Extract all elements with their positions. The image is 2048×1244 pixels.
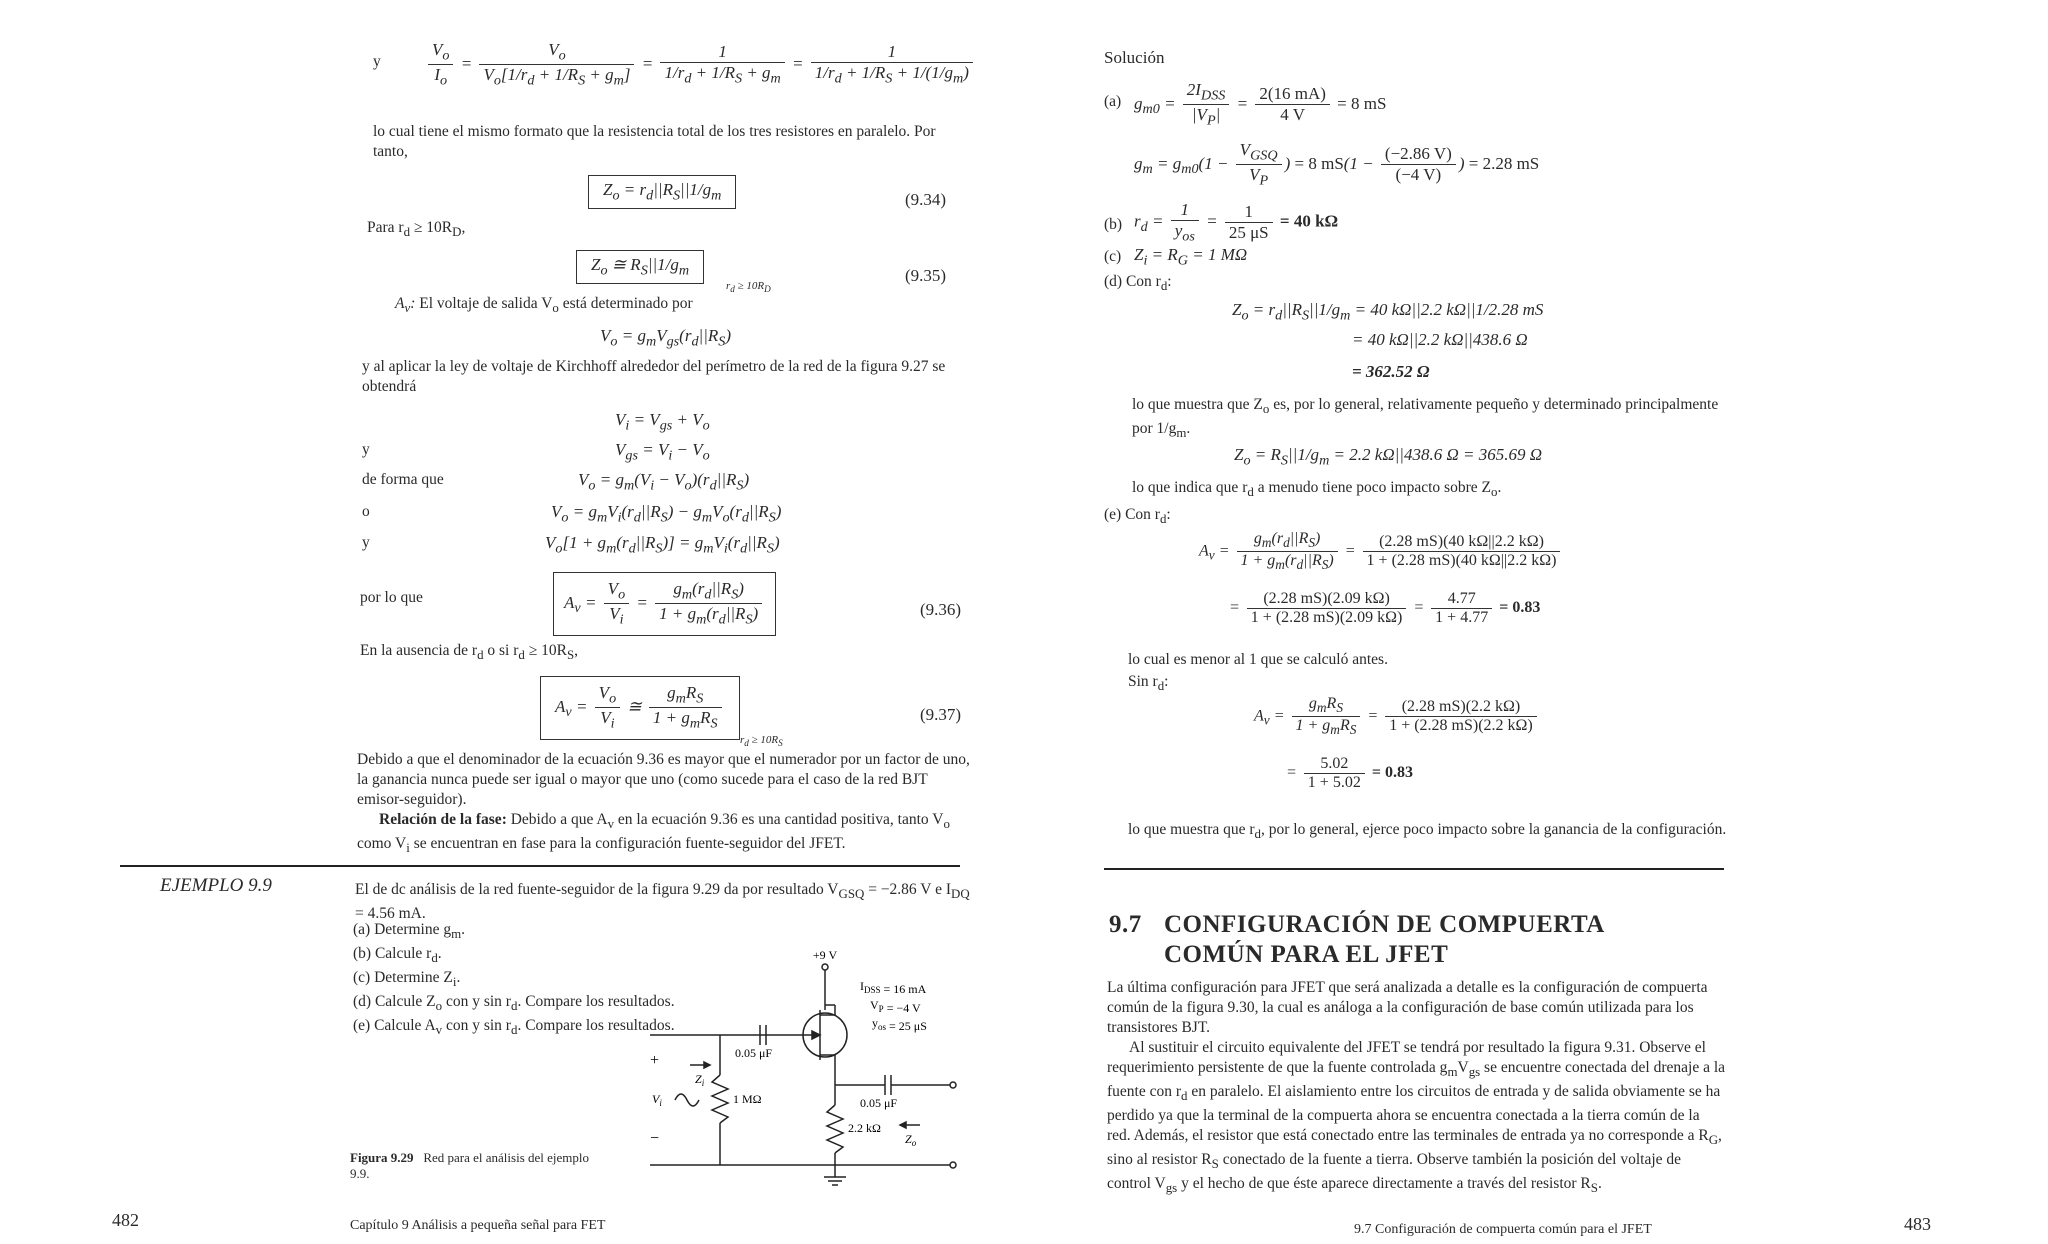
section-divider bbox=[1104, 868, 1724, 870]
equation-vi-text: $V_i = V_{gs} + V_o$ bbox=[615, 410, 710, 434]
circuit-diagram-9-29 bbox=[620, 945, 970, 1190]
equation-zo-1 bbox=[1232, 300, 1543, 324]
example-item-b: (b) Calcule $r_d$. bbox=[353, 945, 442, 966]
circuit-idss: $I_{DSS} = 16$ mA bbox=[860, 979, 927, 996]
equation-9-35-text: $Z_o$ ≅ $R_S||1/g_m$ bbox=[591, 255, 690, 279]
paragraph-zo bbox=[1132, 395, 1732, 443]
section-title-line-1: CONFIGURACIÓN DE COMPUERTA bbox=[1164, 911, 1605, 938]
equation-zo-4 bbox=[1234, 445, 1542, 469]
equation-vgs bbox=[615, 440, 710, 464]
equation-9-34-text: $Z_o = r_d||R_S||1/g_m$ bbox=[603, 180, 722, 204]
circuit-minus: − bbox=[650, 1130, 660, 1147]
paragraph-menor: lo cual es menor al 1 que se calculó antes. bbox=[1128, 651, 1388, 668]
zo-eq-prefix: y bbox=[373, 53, 381, 70]
paragraph-zo-text: lo que muestra que $Z_o$ es, por lo general, relativamente pequeño y determinado principalmente por $1/g_m$. bbox=[1132, 396, 1719, 441]
circuit-plus: + bbox=[650, 1052, 660, 1069]
circuit-c2: 0.05 μF bbox=[860, 1096, 898, 1110]
paragraph-kirchhoff-text: y al aplicar la ley de voltaje de Kirchhoff alrededor del perímetro de la red de la figura 9.27 se obtendrá bbox=[362, 358, 946, 395]
circuit-yos: $y_{os} = 25$ μS bbox=[872, 1016, 927, 1033]
figure-caption-text: Red para el análisis del ejemplo 9.9. bbox=[350, 1150, 590, 1181]
equation-av-4: = $\frac{5.02}{1 + 5.02}$ = 0.83 bbox=[1286, 755, 1413, 791]
equation-zi-text: $Z_i = R_G = 1$ MΩ bbox=[1134, 245, 1248, 269]
equation-9-34 bbox=[588, 175, 736, 209]
equation-vi bbox=[615, 410, 710, 434]
example-item-d: (d) Calcule $Z_o$ con y $\sin r_d$. Compare los resultados. bbox=[353, 993, 675, 1014]
paragraph-format bbox=[373, 122, 973, 162]
equation-vo-4-text: $V_o[1 + g_m(r_d||R_S)] = g_mV_i(r_d||R_S)$ bbox=[545, 533, 780, 557]
part-a-label: (a) bbox=[1104, 93, 1122, 110]
equation-zo-3-text: = 362.52 Ω bbox=[1352, 362, 1430, 381]
equation-vo-3 bbox=[551, 502, 781, 526]
label-sin-rd: Sin $r_d$: bbox=[1128, 673, 1169, 694]
equation-av-1: $A_v$ = $\frac{g_m(r_d||R_S)}{1 + g_m(r_d||R_S)}$ = $\frac{(2.28 mS)(40 k\Omega||2.2 k\Omega)}{1 + (2.28 mS)(40 k\Omega||2.2 k\Omega)}$ bbox=[1199, 530, 1563, 573]
paragraph-rd-impact: lo que indica que $r_d$ a menudo tiene poco impacto sobre $Z_o$. bbox=[1132, 479, 1502, 500]
paragraph-fase bbox=[357, 810, 972, 858]
paragraph-section-2 bbox=[1107, 1038, 1727, 1198]
equation-9-35 bbox=[576, 250, 704, 284]
right-page bbox=[1024, 0, 2048, 1244]
zo-general-equation: $\frac{V_o}{I_o}$ = $\frac{V_o}{V_o[1/r_d + 1/R_S + g_m]}$ = $\frac{1}{1/r_d + 1/R_S + g_m}$ = $\frac{1}{1/r_d + 1/R_S + 1/(1/g_m)}$ bbox=[425, 40, 995, 118]
paragraph-kirchhoff bbox=[362, 357, 972, 397]
equation-vo-3-text: $V_o = g_mV_i(r_d||R_S) - g_mV_o(r_d||R_S)$ bbox=[551, 502, 782, 526]
figure-caption-9-29 bbox=[350, 1150, 590, 1182]
example-intro-text: El de dc análisis de la red fuente-seguidor de la figura 9.29 da por resultado $V_{GSQ} = -2.86$ V e $I_{DQ} = 4.56$ mA. bbox=[355, 881, 970, 923]
paragraph-rd-gain-text: lo que muestra que $r_d$, por lo general, ejerce poco impacto sobre la ganancia de la configuración. bbox=[1128, 821, 1727, 842]
fase-title: Relación de la fase: bbox=[379, 811, 507, 828]
av-intro bbox=[395, 294, 693, 318]
equation-number-9-37: (9.37) bbox=[920, 705, 962, 724]
equation-vo-2-text: $V_o = g_m(V_i - V_o)(r_d||R_S)$ bbox=[578, 470, 750, 494]
equation-vo-text: $V_o = g_mV_{gs}(r_d||R_S)$ bbox=[600, 326, 732, 350]
example-item-a: (a) Determine $g_m$. bbox=[353, 921, 466, 942]
paragraph-debido-text: Debido a que el denominador de la ecuación 9.36 es mayor que el numerador por un factor de uno, la ganancia nunca puede ser igual o mayor que uno (como sucede para el caso de la red BJT emisor-seguidor). bbox=[357, 751, 970, 808]
paragraph-rd-condition: Para $r_d \ge 10R_D$, bbox=[367, 219, 466, 240]
label-y-1: y bbox=[362, 441, 370, 458]
paragraph-debido bbox=[357, 750, 972, 810]
footer-right: 9.7 Configuración de compuerta común para el JFET bbox=[1354, 1222, 1652, 1237]
label-o: o bbox=[362, 503, 370, 520]
footer-left: Capítulo 9 Análisis a pequeña señal para FET bbox=[350, 1218, 606, 1233]
circuit-rg: 1 MΩ bbox=[733, 1092, 762, 1106]
equation-gm: $g_m = g_{m0}(1$ − $\frac{V_{GSQ}}{V_P}$ ) = 8 mS(1 − $\frac{(-2.86 V)}{(-4 V)}$ ) = 2.28 mS bbox=[1134, 140, 1540, 189]
example-divider bbox=[120, 865, 960, 867]
equation-zo-2-text: = 40 kΩ||2.2 kΩ||438.6 Ω bbox=[1352, 330, 1528, 349]
equation-av-2: = $\frac{(2.28 mS)(2.09 k\Omega)}{1 + (2.28 mS)(2.09 k\Omega)}$ = $\frac{4.77}{1 + 4.77}$ = 0.83 bbox=[1229, 590, 1541, 626]
equation-vgs-text: $V_{gs} = V_i - V_o$ bbox=[615, 440, 710, 464]
fase-text: Debido a que $A_v$ en la ecuación 9.36 es una cantidad positiva, tanto $V_o$ como $V_i$ se encuentran en fase para la configuración fuente-seguidor del JFET. bbox=[357, 811, 950, 856]
page-number-left: 482 bbox=[112, 1210, 139, 1230]
paragraph-ausencia: En la ausencia de $r_d$ o si $r_d \ge 10R_S$, bbox=[360, 642, 579, 663]
equation-av-3: $A_v$ = $\frac{g_mR_S}{1 + g_mR_S}$ = $\frac{(2.28 mS)(2.2 k\Omega)}{1 + (2.28 mS)(2.2 k\Omega)}$ bbox=[1254, 695, 1540, 738]
part-d-label: (d) Con $r_d$: bbox=[1104, 273, 1172, 294]
example-item-c: (c) Determine $Z_i$. bbox=[353, 969, 461, 990]
section-number: 9.7 bbox=[1109, 911, 1142, 938]
circuit-zi: $Z_i$ bbox=[695, 1072, 705, 1088]
label-por-lo-que: por lo que bbox=[360, 589, 423, 606]
equation-9-37-condition: $r_d \ge 10R_S$ bbox=[740, 734, 783, 749]
solution-heading: Solución bbox=[1104, 48, 1165, 67]
label-y-2: y bbox=[362, 534, 370, 551]
equation-gm0: $g_{m0}$ = $\frac{2I_{DSS}}{|V_P|}$ = $\frac{2(16 mA)}{4 V}$ = 8 mS bbox=[1134, 80, 1387, 129]
equation-zo-1-text: $Z_o = r_d||R_S||1/g_m = 40$ kΩ||2.2 kΩ||1/2.28 mS bbox=[1232, 300, 1544, 324]
paragraph-format-text: lo cual tiene el mismo formato que la resistencia total de los tres resistores en paralelo. Por tanto, bbox=[373, 123, 936, 160]
part-c-label: (c) bbox=[1104, 248, 1122, 265]
equation-zo-3 bbox=[1352, 362, 1430, 382]
av-label: $A_v$: bbox=[395, 295, 416, 316]
equation-number-9-35: (9.35) bbox=[905, 266, 947, 285]
paragraph-section-1 bbox=[1107, 978, 1727, 1038]
equation-vo-2 bbox=[578, 470, 749, 494]
paragraph-section-1-text: La última configuración para JFET que será analizada a detalle es la configuración de compuerta común de la figura 9.30, la cual es análoga a la configuración de base común utilizada para los transistores BJT. bbox=[1107, 979, 1708, 1036]
av-text: El voltaje de salida $V_o$ está determinado por bbox=[419, 295, 693, 316]
example-label: EJEMPLO 9.9 bbox=[160, 875, 272, 896]
figure-caption-label: Figura 9.29 bbox=[350, 1150, 414, 1165]
equation-9-35-condition: $r_d \ge 10R_D$ bbox=[726, 280, 771, 295]
equation-rd: $r_d$ = $\frac{1}{y_{os}}$ = $\frac{1}{25 \mu S}$ = 40 kΩ bbox=[1134, 200, 1339, 245]
circuit-rs: 2.2 kΩ bbox=[848, 1121, 881, 1135]
equation-zo-4-text: $Z_o = R_S||1/g_m = 2.2$ kΩ||438.6 Ω = 365.69 Ω bbox=[1234, 445, 1543, 469]
equation-vo-4 bbox=[545, 533, 780, 557]
section-title-line-2: COMÚN PARA EL JFET bbox=[1164, 941, 1449, 968]
example-item-e: (e) Calcule $A_v$ con y $\sin r_d$. Compare los resultados. bbox=[353, 1017, 675, 1038]
equation-9-36: $A_v$ = $\frac{V_o}{V_i}$ = $\frac{g_m(r_d||R_S)}{1 + g_m(r_d||R_S)}$ bbox=[553, 572, 776, 636]
equation-zo-2 bbox=[1352, 330, 1528, 350]
part-e-label: (e) Con $r_d$: bbox=[1104, 506, 1171, 527]
paragraph-section-2-text: Al sustituir el circuito equivalente del JFET se tendrá por resultado la figura 9.31. Observe el requerimiento persistente de que la fuente controlada $g_mV_{gs}$ se encuentre conectada del drenaje a la fuente con $r_d$ en paralelo. El aislamiento entre los circuitos de entrada y de salida obviamente se ha perdido ya que la terminal de la compuerta ahora se encuentra conectada a la tierra común de la red. Además, el resistor que está conectado entre las terminales de entrada ya no corresponde a $R_G$, sino al resistor $R_S$ conectado de la fuente a tierra. Observe también la posición del voltaje de control $V_{gs}$ y el hecho de que éste aparece directamente a través del resistor $R_S$. bbox=[1107, 1039, 1726, 1196]
part-b-label: (b) bbox=[1104, 216, 1123, 233]
circuit-vi: $V_i$ bbox=[652, 1092, 662, 1108]
circuit-vp: $V_P = -4$ V bbox=[870, 998, 921, 1015]
page-number-right: 483 bbox=[1904, 1214, 1931, 1234]
equation-9-37: $A_v$ = $\frac{V_o}{V_i}$ ≅ $\frac{g_mR_S}{1 + g_mR_S}$ bbox=[540, 676, 740, 740]
label-de-forma: de forma que bbox=[362, 471, 444, 488]
equation-number-9-36: (9.36) bbox=[920, 600, 962, 619]
circuit-vdd: +9 V bbox=[812, 948, 838, 962]
circuit-zo: $Z_o$ bbox=[905, 1132, 917, 1148]
equation-zi bbox=[1134, 245, 1247, 269]
equation-vo bbox=[600, 326, 731, 350]
circuit-c1: 0.05 μF bbox=[735, 1046, 773, 1060]
equation-number-9-34: (9.34) bbox=[905, 190, 947, 209]
paragraph-rd-gain bbox=[1128, 820, 1728, 844]
example-intro bbox=[355, 880, 970, 924]
